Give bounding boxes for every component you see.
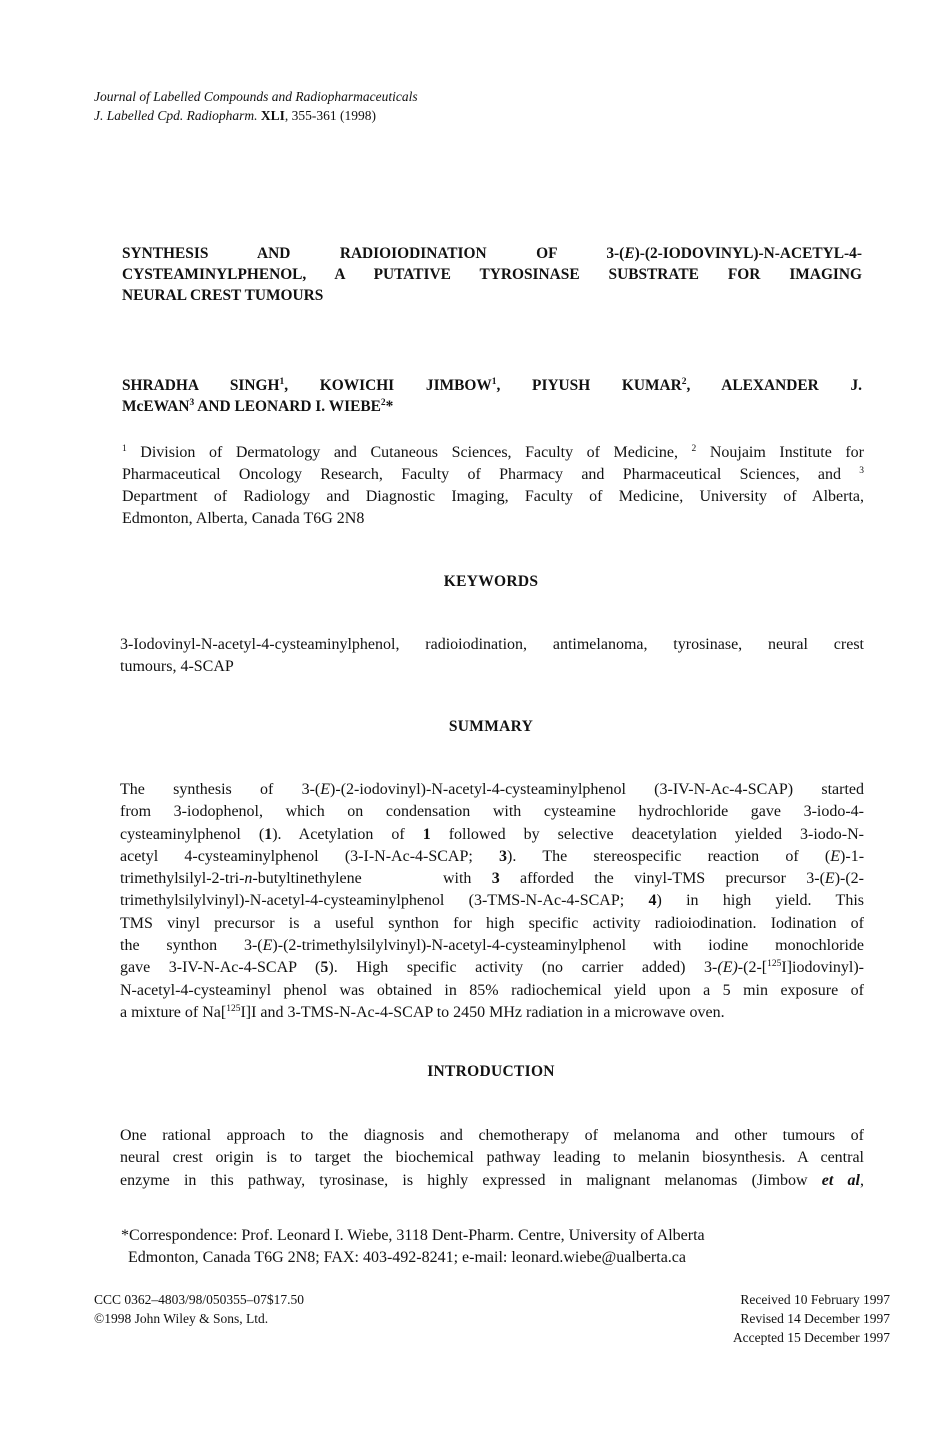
keywords-text: 3-Iodovinyl-N-acetyl-4-cysteaminylphenol, radioiodination, antimelanoma, tyrosinase, neural crest tumours, 4-SCAP — [120, 636, 864, 676]
affiliation-line-4: Edmonton, Alberta, Canada T6G 2N8 — [122, 510, 365, 527]
received-date: Received 10 February 1997 — [740, 1292, 890, 1307]
journal-name: Journal of Labelled Compounds and Radiopharmaceuticals — [94, 89, 418, 104]
ccc-code: CCC 0362–4803/98/050355–07$17.50 — [94, 1292, 305, 1307]
author-line-1: SHRADHA SINGH$^1$, KOWICHI JIMBOW$^1$, PIYUSH KUMAR$^2$, ALEXANDER J. — [122, 377, 862, 394]
affiliations — [122, 442, 864, 530]
revised-date: Revised 14 December 1997 — [740, 1311, 890, 1326]
accepted-date: Accepted 15 December 1997 — [732, 1330, 890, 1345]
title-line-1: SYNTHESIS AND RADIOIODINATION OF 3-(E)-(2-IODOVINYL)-N-ACETYL-4- — [122, 245, 862, 262]
affiliation-line-2: Pharmaceutical Oncology Research, Faculty of Pharmacy and Pharmaceutical Sciences, and $^3$ — [122, 466, 864, 483]
affiliation-line-3: Department of Radiology and Diagnostic Imaging, Faculty of Medicine, University of Alberta, — [122, 488, 864, 505]
affiliation-line-1: $^1$ Division of Dermatology and Cutaneous Sciences, Faculty of Medicine, $^2$ Noujaim Institute for — [122, 444, 865, 461]
footer-dates-block — [733, 1290, 890, 1347]
summary-heading: SUMMARY — [448, 718, 534, 735]
correspondence-note — [121, 1225, 841, 1269]
paper-title — [122, 243, 862, 306]
introduction-text: One rational approach to the diagnosis and chemotherapy of melanoma and other tumours of neural crest origin is to target the biochemical pathway leading to melanin biosynthesis. A central enzyme in this pathway, tyrosinase, is highly expressed in malignant melanomas (Jimbow et al, — [120, 1127, 864, 1189]
keywords-heading: KEYWORDS — [443, 573, 539, 590]
introduction-heading: INTRODUCTION — [427, 1063, 555, 1080]
journal-header — [94, 87, 418, 125]
journal-citation: J. Labelled Cpd. Radiopharm. XLI, 355-361 (1998) — [94, 108, 377, 123]
correspondence-line-1: *Correspondence: Prof. Leonard I. Wiebe, 3118 Dent-Pharm. Centre, University of Alberta — [121, 1227, 705, 1244]
title-line-2: CYSTEAMINYLPHENOL, A PUTATIVE TYROSINASE SUBSTRATE FOR IMAGING — [122, 266, 862, 283]
author-line-2: McEWAN$^3$ AND LEONARD I. WIEBE$^2$* — [122, 398, 394, 415]
summary-text: The synthesis of 3-(E)-(2-iodovinyl)-N-acetyl-4-cysteaminylphenol (3-IV-N-Ac-4-SCAP) started from 3-iodophenol, which on condensation with cysteamine hydrochloride gave 3-iodo-4- cysteaminylphenol (1). Acetylation of 1 followed by selective deacetylation yielded 3-iodo-N- acetyl 4-cysteaminylphenol (3-I-N-Ac-4-SCAP; 3). The stereospecific reaction of (E)-1- trimethylsilyl-2-tri-n-butyltinethylene with 3 afforded the vinyl-TMS precursor 3-(E)-(2- trimethylsilylvinyl)-N-acetyl-4-cysteaminylphenol (3-TMS-N-Ac-4-SCAP; 4) in high yield. This TMS vinyl precursor is a useful synthon for high specific activity radioiodination. Iodination of the synthon 3-(E)-(2-trimethylsilylvinyl)-N-acetyl-4-cysteaminylphenol with iodine monochloride gave 3-IV-N-Ac-4-SCAP (5). High specific activity (no carrier added) 3-(E)-(2-[$^{125}$I]iodovinyl)- N-acetyl-4-cysteaminyl phenol was obtained in 85% radiochemical yield upon a 5 min exposure of a mixture of Na[$^{125}$I]I and 3-TMS-N-Ac-4-SCAP to 2450 MHz radiation in a microwave oven. — [120, 781, 865, 1021]
copyright-line: ©1998 John Wiley & Sons, Ltd. — [94, 1311, 269, 1326]
footer-copyright-block — [94, 1290, 304, 1328]
title-line-3: NEURAL CREST TUMOURS — [122, 287, 324, 304]
author-list — [122, 375, 862, 417]
correspondence-line-2: Edmonton, Canada T6G 2N8; FAX: 403-492-8241; e-mail: leonard.wiebe@ualberta.ca — [128, 1249, 686, 1266]
